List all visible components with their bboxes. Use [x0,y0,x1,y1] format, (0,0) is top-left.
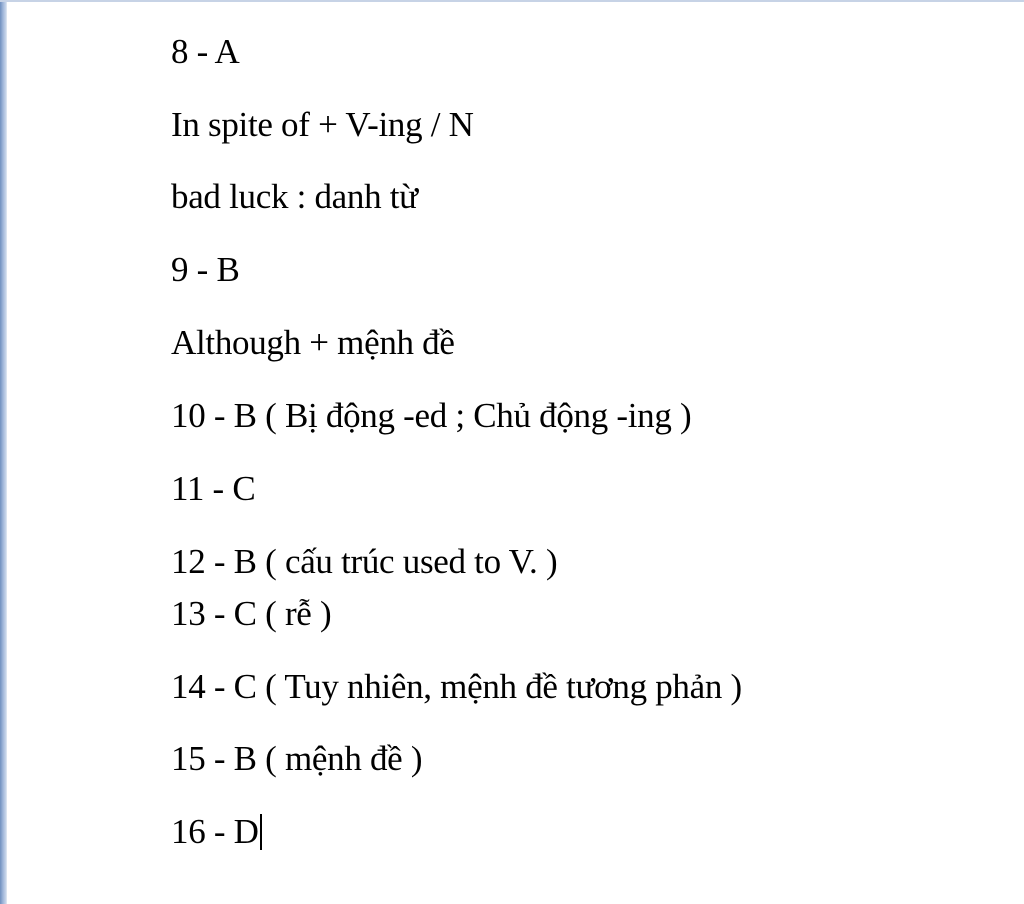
document-page[interactable] [7,2,1024,904]
answer-line-8: 8 - A [171,32,240,71]
note-line-bad-luck: bad luck : danh từ [171,177,418,216]
window-left-border [0,0,7,904]
answer-line-14: 14 - C ( Tuy nhiên, mệnh đề tương phản ) [171,667,742,706]
answer-line-9: 9 - B [171,250,240,289]
note-line-in-spite-of: In spite of + V-ing / N [171,105,474,144]
answer-line-16-text: 16 - D [171,812,259,851]
answer-line-10: 10 - B ( Bị động -ed ; Chủ động -ing ) [171,396,692,435]
answer-line-12: 12 - B ( cấu trúc used to V. ) [171,542,558,581]
answer-line-11: 11 - C [171,469,256,508]
answer-line-16 [171,812,262,852]
answer-line-15: 15 - B ( mệnh đề ) [171,739,423,778]
text-cursor [260,814,262,850]
answer-line-13: 13 - C ( rễ ) [171,594,332,633]
note-line-although: Although + mệnh đề [171,323,455,362]
